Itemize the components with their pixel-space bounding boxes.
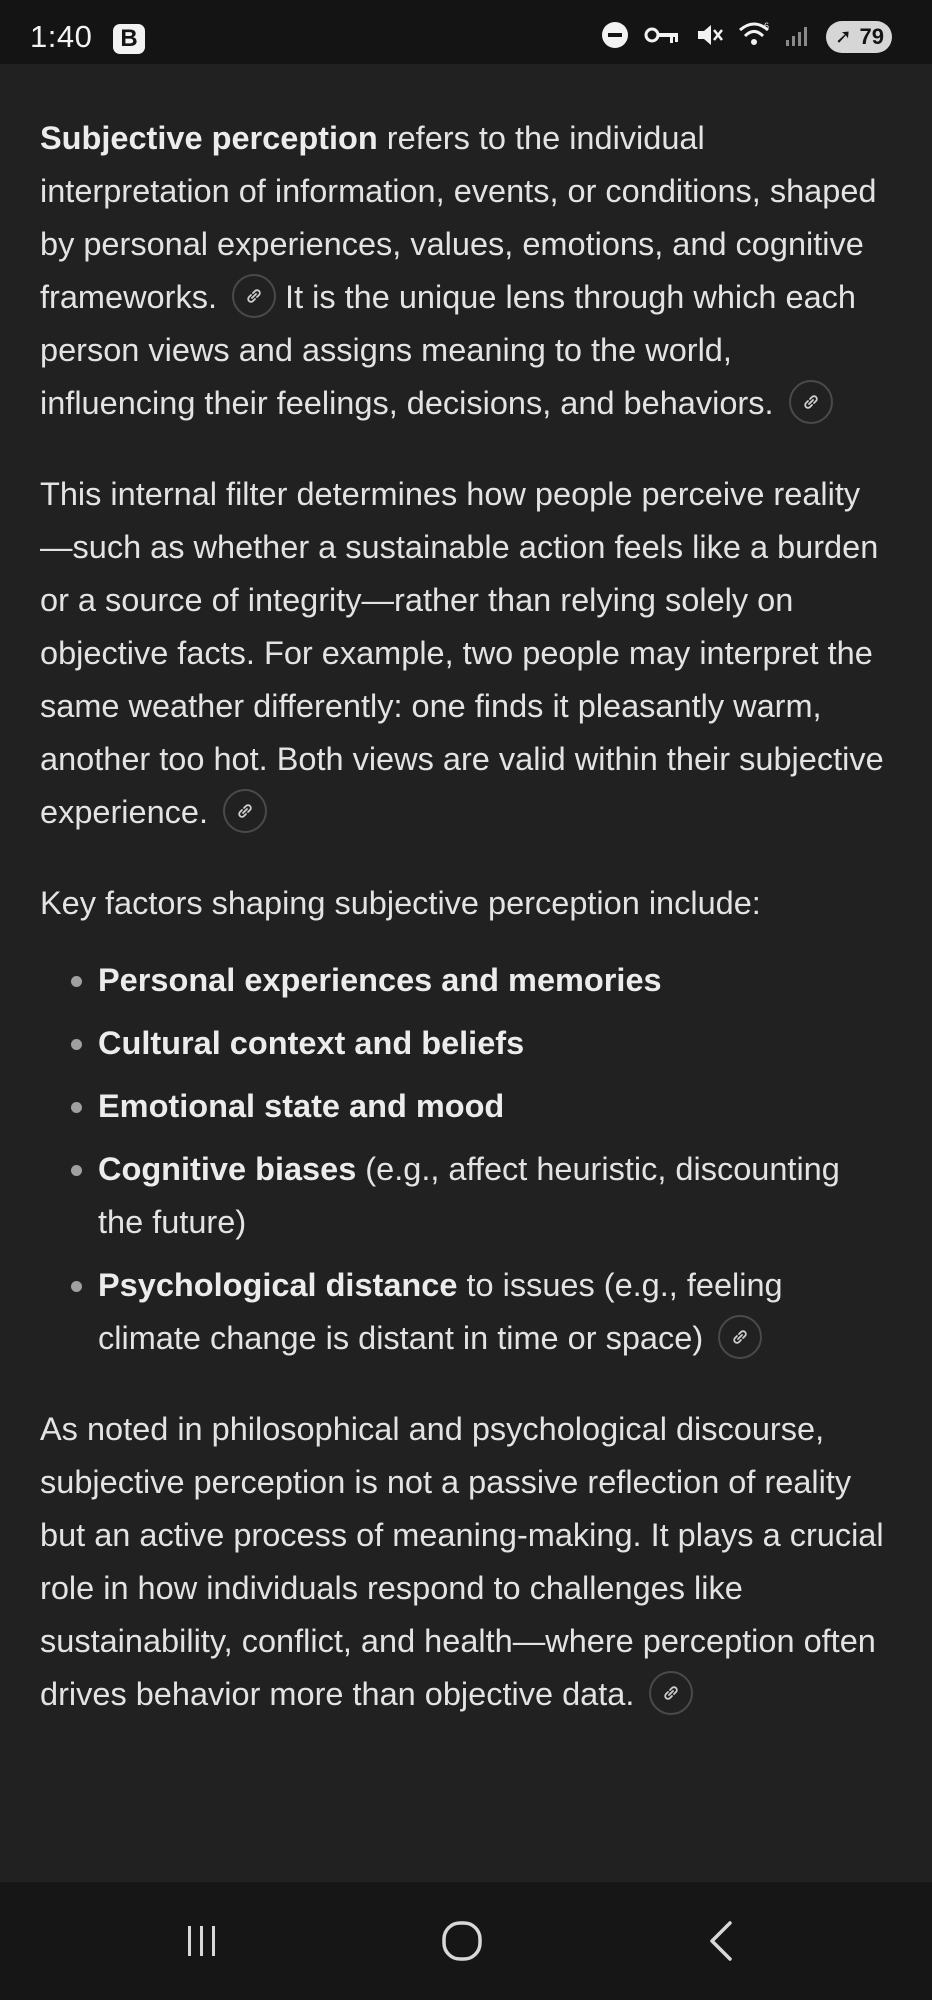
paragraph-filter [40,468,892,839]
home-button[interactable] [402,1882,522,2000]
svg-text:6: 6 [764,20,770,31]
factors-list [40,954,892,1365]
list-item [40,1259,892,1365]
paragraph-text: This internal filter determines how people perceive reality—such as whether a sustainable action feels like a burden or a source of integrity—rather than relying solely on objective facts. For example, two people may interpret the same weather differently: one finds it pleasantly warm, another too hot. Both views are valid within their subjective experience. [40,476,884,830]
recent-apps-icon [182,1921,222,1961]
list-item-bold: Cognitive biases [98,1151,357,1187]
status-bar [0,0,932,64]
recent-apps-button[interactable] [142,1882,262,2000]
chat-response [40,112,892,1759]
citation-link-icon[interactable] [718,1315,762,1359]
battery-indicator [826,21,892,53]
vpn-key-icon [644,24,680,51]
list-item [40,1080,892,1133]
citation-link-icon[interactable] [789,380,833,424]
citation-link-icon[interactable] [232,274,276,318]
list-item [40,1017,892,1070]
term-bold: Subjective perception [40,120,378,156]
citation-link-icon[interactable] [223,789,267,833]
wifi-icon [738,21,770,54]
mute-icon [694,20,724,55]
battery-level: 79 [859,24,884,49]
paragraph-definition [40,112,892,430]
back-icon [704,1919,740,1963]
factors-intro: Key factors shaping subjective perception include: [40,885,761,921]
battery-saver-icon: ➚ [835,26,852,48]
signal-icon [784,22,812,53]
paragraph-conclusion [40,1403,892,1721]
list-item-bold: Emotional state and mood [98,1088,505,1124]
list-item-text: to issues (e.g., feeling climate change is distant in time or space) [98,1267,783,1356]
paragraph-text: It is the unique lens through which each person views and assigns meaning to the world, influencing their feelings, decisions, and behaviors. [40,279,856,421]
paragraph-text: refers to the individual interpretation of information, events, or conditions, shaped by personal experiences, values, emotions, and cognitive frameworks. [40,120,877,315]
status-icons [600,20,892,54]
do-not-disturb-icon [600,20,630,55]
list-item [40,954,892,1007]
back-button[interactable] [662,1882,782,2000]
list-item-bold: Cultural context and beliefs [98,1025,525,1061]
list-item-bold: Psychological distance [98,1267,458,1303]
app-badge-icon: B [113,24,145,54]
list-item [40,1143,892,1249]
list-item-text: (e.g., affect heuristic, discounting the future) [98,1151,840,1240]
paragraph-text: As noted in philosophical and psychological discourse, subjective perception is not a passive reflection of reality but an active process of meaning-making. It plays a crucial role in how individuals respond to challenges like sustainability, conflict, and health—where perception often drives behavior more than objective data. [40,1411,884,1712]
status-time: 1:40 [30,19,93,54]
list-item-bold: Personal experiences and memories [98,962,662,998]
citation-link-icon[interactable] [649,1671,693,1715]
home-icon [440,1919,484,1963]
navigation-bar [0,1882,932,2000]
